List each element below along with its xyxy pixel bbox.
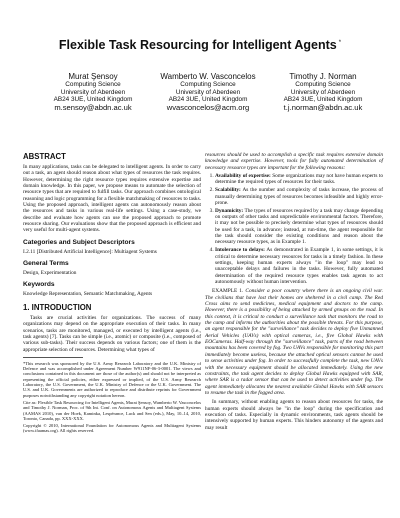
author-addr: AB24 3UE, United Kingdom bbox=[53, 96, 133, 104]
list-item-text: Some organizations may not have human experts to determine the required types of resources for their tasks. bbox=[215, 173, 383, 186]
list-item-lead: Intolerance to delays: bbox=[215, 247, 265, 254]
paper-title bbox=[0, 38, 400, 52]
intro-heading: 1. INTRODUCTION bbox=[23, 302, 92, 312]
author-dept: Computing Science bbox=[180, 81, 236, 88]
list-item-lead: Scalability: bbox=[215, 187, 241, 194]
categories-text: I.2.11 [Distributed Artificial Intelligence]: Multiagent Systems bbox=[23, 248, 157, 255]
author-email: m.sensoy@abdn.ac.uk bbox=[54, 102, 132, 112]
reasons-list bbox=[205, 173, 383, 285]
terms-text: Design, Experimentation bbox=[23, 270, 77, 277]
summary-text: In summary, without enabling agents to reason about resources for tasks, the human experts should always be "in the loop" during the specification and execution of tasks. Especially in dynamic environments, task agents should be intensively supported by human experts. This hinders autonomy of the agents and may result bbox=[205, 399, 383, 431]
list-item bbox=[215, 247, 383, 285]
author-3 bbox=[268, 72, 378, 112]
author-org: University of Aberdeen bbox=[175, 88, 241, 96]
list-item-lead: Availability of expertise: bbox=[215, 173, 271, 180]
author-2 bbox=[153, 72, 263, 112]
list-item-text: As the number and complexity of tasks increase, the process of manually determining types of resources becomes infeasible and highly error-prone. bbox=[215, 187, 383, 206]
left-column bbox=[23, 152, 201, 436]
right-intro-text: resources should be used to accomplish a specific task requires extensive domain knowledge and expertise. However, tools for fully automated determination of necessary resource types are important for the following reasons: bbox=[205, 152, 383, 171]
example-label: EXAMPLE 1. bbox=[212, 288, 244, 295]
author-name: Murat Şensoy bbox=[68, 72, 118, 81]
abstract-heading: ABSTRACT bbox=[23, 152, 66, 161]
author-org: University of Aberdeen bbox=[290, 88, 356, 96]
list-item-lead: Dynamicity: bbox=[215, 207, 244, 214]
author-email: t.j.norman@abdn.ac.uk bbox=[283, 102, 363, 112]
footnote-sponsor: *This research was sponsored by the U.S. Army Research Laboratory and the U.K. Ministry of Defence and was accomplished under Agreement Number W911NF-06-3-0001. The views and conclusions contained in this document are those of the author(s) and should not be interpreted as representing the official policies, either expressed or implied, of the U.S. Army Research Laboratory, the U.S. Government, the U.K. Ministry of Defence or the U.K. Government. The U.S. and U.K. Governments are authorized to reproduce and distribute reprints for Government purposes notwithstanding any copyright notation hereon. bbox=[23, 360, 201, 398]
footnote-copyright: Copyright © 2010, International Foundation for Autonomous Agents and Multiagent Systems (www.ifaamas.org). All rights reserved. bbox=[23, 423, 201, 434]
author-dept: Computing Science bbox=[295, 81, 351, 88]
author-org: University of Aberdeen bbox=[60, 88, 126, 96]
list-item bbox=[215, 187, 383, 206]
author-addr: AB24 3UE, United Kingdom bbox=[283, 96, 363, 104]
keywords-heading: Keywords bbox=[23, 281, 55, 289]
author-1 bbox=[38, 72, 148, 112]
author-email: wvasconcelos@acm.org bbox=[166, 102, 250, 112]
right-column bbox=[205, 152, 383, 433]
footnote-rule bbox=[23, 357, 83, 358]
author-name: Wamberto W. Vasconcelos bbox=[160, 72, 256, 81]
list-item bbox=[215, 208, 383, 246]
terms-heading: General Terms bbox=[23, 260, 69, 268]
author-name: Timothy J. Norman bbox=[289, 72, 357, 81]
title-footnote-mark: * bbox=[338, 39, 342, 46]
list-item-text: As demonstrated in Example 1, in some settings, it is critical to determine necessary resources for tasks in a timely fashion. In these settings, keeping human experts always "in the loop" may lead to unacceptable delays and failures in the tasks. However, fully automated determination of the required resource types enables task agents to act autonomously without human intervention. bbox=[215, 247, 383, 286]
author-block bbox=[38, 72, 378, 112]
keywords-text: Knowledge Representation, Semantic Matchmaking, Agents bbox=[23, 291, 153, 298]
list-item bbox=[215, 173, 383, 186]
title-text: Flexible Task Resourcing for Intelligent Agents bbox=[58, 38, 337, 52]
footnotes bbox=[23, 361, 201, 434]
footnote-cite: Cite as: Flexible Task Resourcing for Intelligent Agents, Murat Şensoy, Wamberto W. Vasconcelos and Timothy J. Norman, Proc. of 9th Int. Conf. on Autonomous Agents and Multiagent Systems (AAMAS 2010), van der Hoek, Kaminka, Lespérance, Luck and Sen (eds.), May, 10–14, 2010, Toronto, Canada, pp. XXX-XXX. bbox=[23, 399, 201, 421]
example-text: Consider a poor country where there is an ongoing civil war. The civilians that have lost their homes are sheltered in a civil camp. The Red Cross aims to send medicines, medical equipment and doctors to the camp. However, there is a possibility of being attacked by armed groups on the road. In this context, it is critical to conduct a surveillance task that monitors the road to the camp and informs the authorities about the possible threats. For this purpose, an agent responsible for the "surveillance" task decides to deploy five Unmanned Aerial Vehicles (UAVs) with optical cameras, i.e., five Global Hawks with EOCameras. Half-way through the "surveillance" task, parts of the road between mountains has been covered by fog. Two UAVs responsible for monitoring this part immediately become useless, because the attached optical sensors cannot be used to sense activities under fog. In order to successfully complete the task, new UAVs with the necessary equipment should be allocated immediately. Using the new constraints, the task agent decides to deploy Global Hawks equipped with SAR, where SAR is a radar sensor that can be used to detect activities under fog. The agent immediately allocates the nearest available Global Hawks with SAR sensors to resume the task in the fogged area. bbox=[205, 288, 383, 396]
example-1 bbox=[205, 288, 383, 396]
list-item-text: The types of resources required by a task may change depending on outputs of other tasks and unpredictable environmental factors. Therefore, it may not be possible to precisely determine what types of resources should be used for a task, in advance; instead, at run-time, the agent responsible for the task should consider the existing conditions and reason about the necessary resource types, as in Example 1. bbox=[215, 207, 383, 246]
author-dept: Computing Science bbox=[65, 81, 121, 88]
abstract-text: In many applications, tasks can be delegated to intelligent agents. In order to carry out a task, an agent should reason about what types of resources the task requires. However, determining the right resource types requires extensive expertise and domain knowledge. In this paper, we propose means to automate the selection of resource types that are required to fulfill tasks. Our approach combines ontological reasoning and logic programming for a flexible matchmaking of resources to tasks. Using the proposed approach, intelligent agents can autonomously reason about the resources and tasks in various real-life settings. Using a case-study, we describe and evaluate how agents can use the proposed approach to promote resource sharing. Our evaluations show that the proposed approach is efficient and very useful for multi-agent systems. bbox=[23, 164, 201, 234]
intro-text: Tasks are crucial activities for organizations. The success of many organizations may depend on the appropriate execution of their tasks. In many scenarios, tasks are monitored, managed, or executed by intelligent agents (i.e., task agents) [7]. Tasks can be simple (i.e., atomic) or composite (i.e., composed of various sub-tasks). Their success depends on various factors; one of them is the appropriate selection of resources. Determining what types of bbox=[23, 314, 201, 353]
author-addr: AB24 3UE, United Kingdom bbox=[168, 96, 248, 104]
categories-heading: Categories and Subject Descriptors bbox=[23, 238, 135, 246]
